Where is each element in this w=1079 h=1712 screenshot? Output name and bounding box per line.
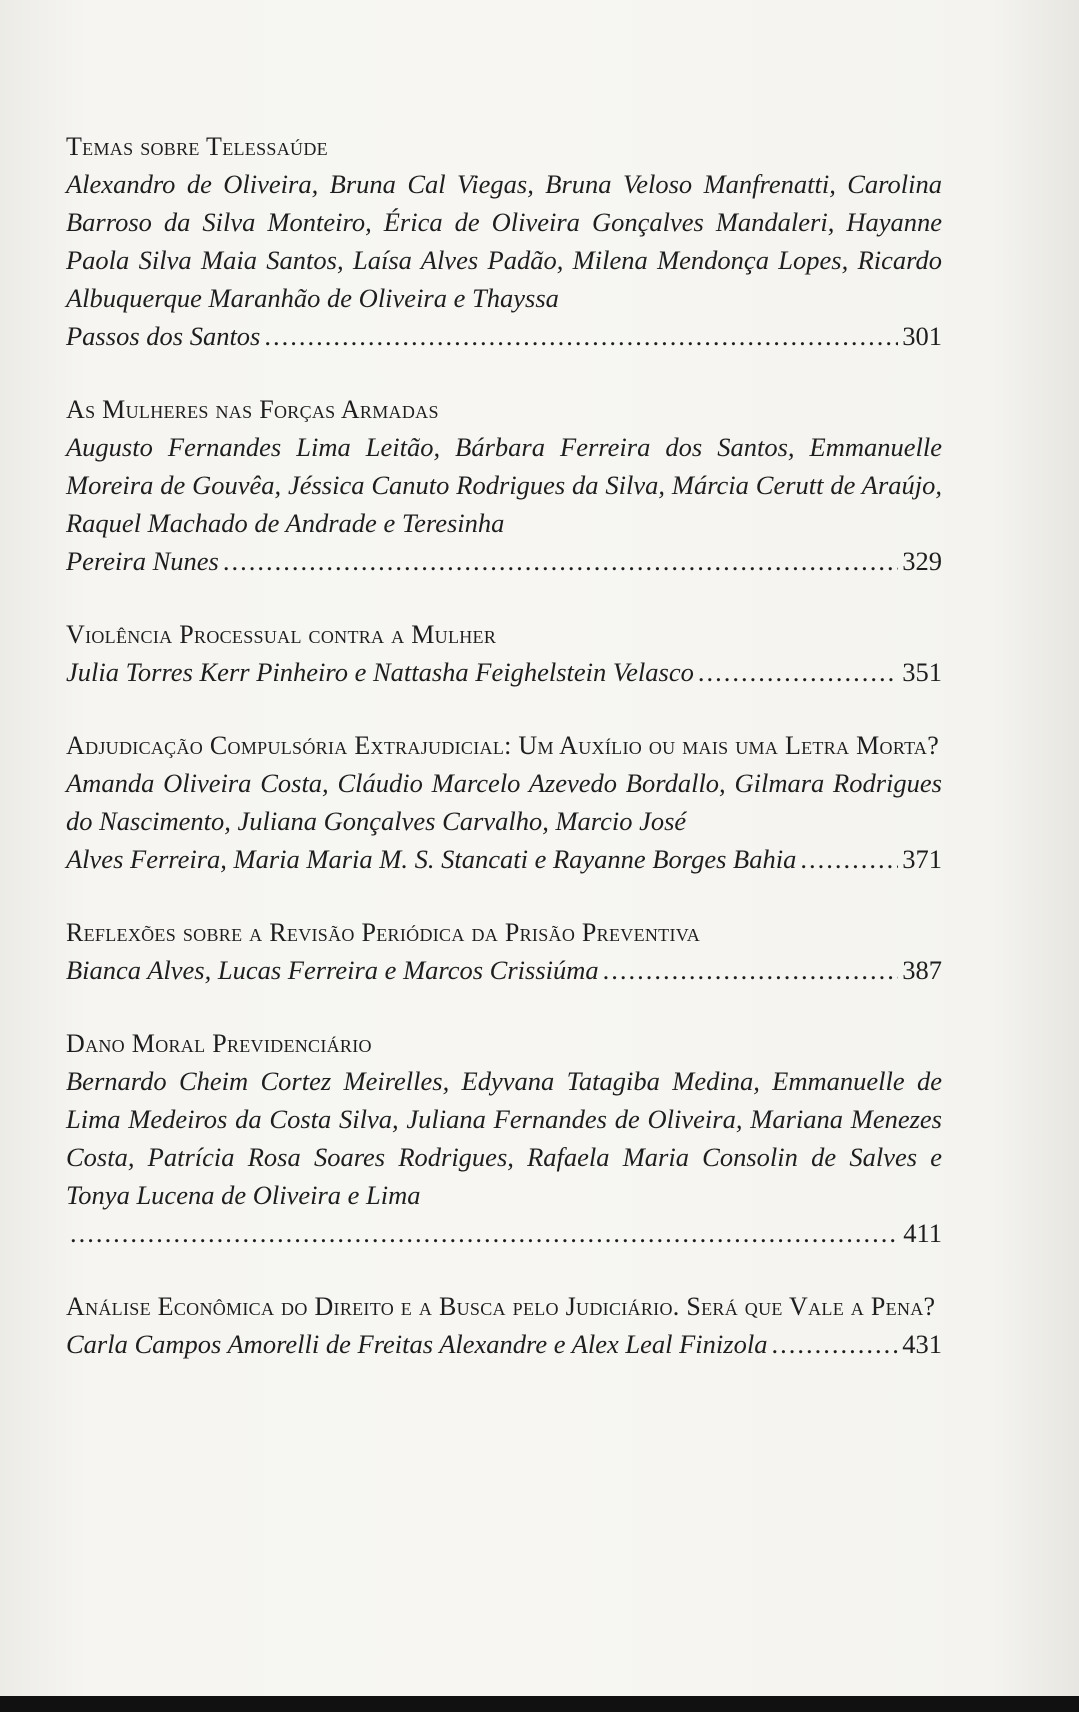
toc-leader-line bbox=[66, 840, 942, 878]
toc-leader-line bbox=[66, 542, 942, 580]
toc-leader-line bbox=[66, 653, 942, 691]
toc-leader-line bbox=[66, 1325, 942, 1363]
dot-leader bbox=[264, 317, 898, 355]
chapter-authors-last-line: Bianca Alves, Lucas Ferreira e Marcos Crissiúma bbox=[66, 955, 599, 985]
dot-leader bbox=[800, 840, 898, 878]
chapter-authors: Augusto Fernandes Lima Leitão, Bárbara Ferreira dos Santos, Emmanuelle Moreira de Gouvêa, Jéssica Canuto Rodrigues da Silva, Márcia Cerutt de Araújo, Raquel Machado de Andrade e Teresinha bbox=[66, 432, 942, 538]
toc-leader-line bbox=[66, 317, 942, 355]
chapter-authors-last-line: Carla Campos Amorelli de Freitas Alexandre e Alex Leal Finizola bbox=[66, 1329, 768, 1359]
chapter-authors: Alexandro de Oliveira, Bruna Cal Viegas, Bruna Veloso Manfrenatti, Carolina Barroso da Silva Monteiro, Érica de Oliveira Gonçalves Mandaleri, Hayanne Paola Silva Maia Santos, Laísa Alves Padão, Milena Mendonça Lopes, Ricardo Albuquerque Maranhão de Oliveira e Thayssa bbox=[66, 169, 942, 313]
toc-entry bbox=[66, 1025, 942, 1252]
chapter-authors-last-line: Pereira Nunes bbox=[66, 546, 219, 576]
toc-entry bbox=[66, 616, 942, 691]
dot-leader bbox=[698, 653, 898, 691]
page-number: 387 bbox=[902, 955, 942, 985]
chapter-title: Adjudicação Compulsória Extrajudicial: Um Auxílio ou mais uma Letra Morta? bbox=[66, 731, 940, 760]
page-number: 351 bbox=[902, 657, 942, 687]
page-number: 371 bbox=[902, 844, 942, 874]
chapter-title: Reflexões sobre a Revisão Periódica da Prisão Preventiva bbox=[66, 918, 701, 947]
toc-entry bbox=[66, 1288, 942, 1363]
toc-entry bbox=[66, 727, 942, 878]
toc-entry bbox=[66, 128, 942, 355]
chapter-authors-last-line: Alves Ferreira, Maria Maria M. S. Stancati e Rayanne Borges Bahia bbox=[66, 844, 797, 874]
dot-leader bbox=[70, 1214, 899, 1252]
page-bottom-edge bbox=[0, 1696, 1079, 1712]
chapter-title: Dano Moral Previdenciário bbox=[66, 1029, 372, 1058]
chapter-authors: Amanda Oliveira Costa, Cláudio Marcelo Azevedo Bordallo, Gilmara Rodrigues do Nascimento, Juliana Gonçalves Carvalho, Marcio José bbox=[66, 768, 942, 836]
dot-leader bbox=[771, 1325, 898, 1363]
chapter-title: Temas sobre Telessaúde bbox=[66, 132, 328, 161]
page-number: 431 bbox=[902, 1329, 942, 1359]
chapter-title: Violência Processual contra a Mulher bbox=[66, 620, 497, 649]
page-number: 301 bbox=[902, 321, 942, 351]
chapter-title: Análise Econômica do Direito e a Busca pelo Judiciário. Será que Vale a Pena? bbox=[66, 1292, 936, 1321]
chapter-authors-last-line: Julia Torres Kerr Pinheiro e Nattasha Feighelstein Velasco bbox=[66, 657, 694, 687]
toc-leader-line bbox=[66, 951, 942, 989]
table-of-contents bbox=[66, 128, 942, 1399]
dot-leader bbox=[223, 542, 898, 580]
chapter-authors-last-line: Passos dos Santos bbox=[66, 321, 261, 351]
dot-leader bbox=[603, 951, 899, 989]
toc-entry bbox=[66, 914, 942, 989]
page-number: 411 bbox=[903, 1218, 942, 1248]
chapter-title: As Mulheres nas Forças Armadas bbox=[66, 395, 439, 424]
chapter-authors: Bernardo Cheim Cortez Meirelles, Edyvana Tatagiba Medina, Emmanuelle de Lima Medeiros da Costa Silva, Juliana Fernandes de Oliveira, Mariana Menezes Costa, Patrícia Rosa Soares Rodrigues, Rafaela Maria Consolin de Salves e Tonya Lucena de Oliveira e Lima bbox=[66, 1066, 942, 1210]
page-number: 329 bbox=[902, 546, 942, 576]
toc-entry bbox=[66, 391, 942, 580]
toc-leader-line bbox=[66, 1214, 942, 1252]
